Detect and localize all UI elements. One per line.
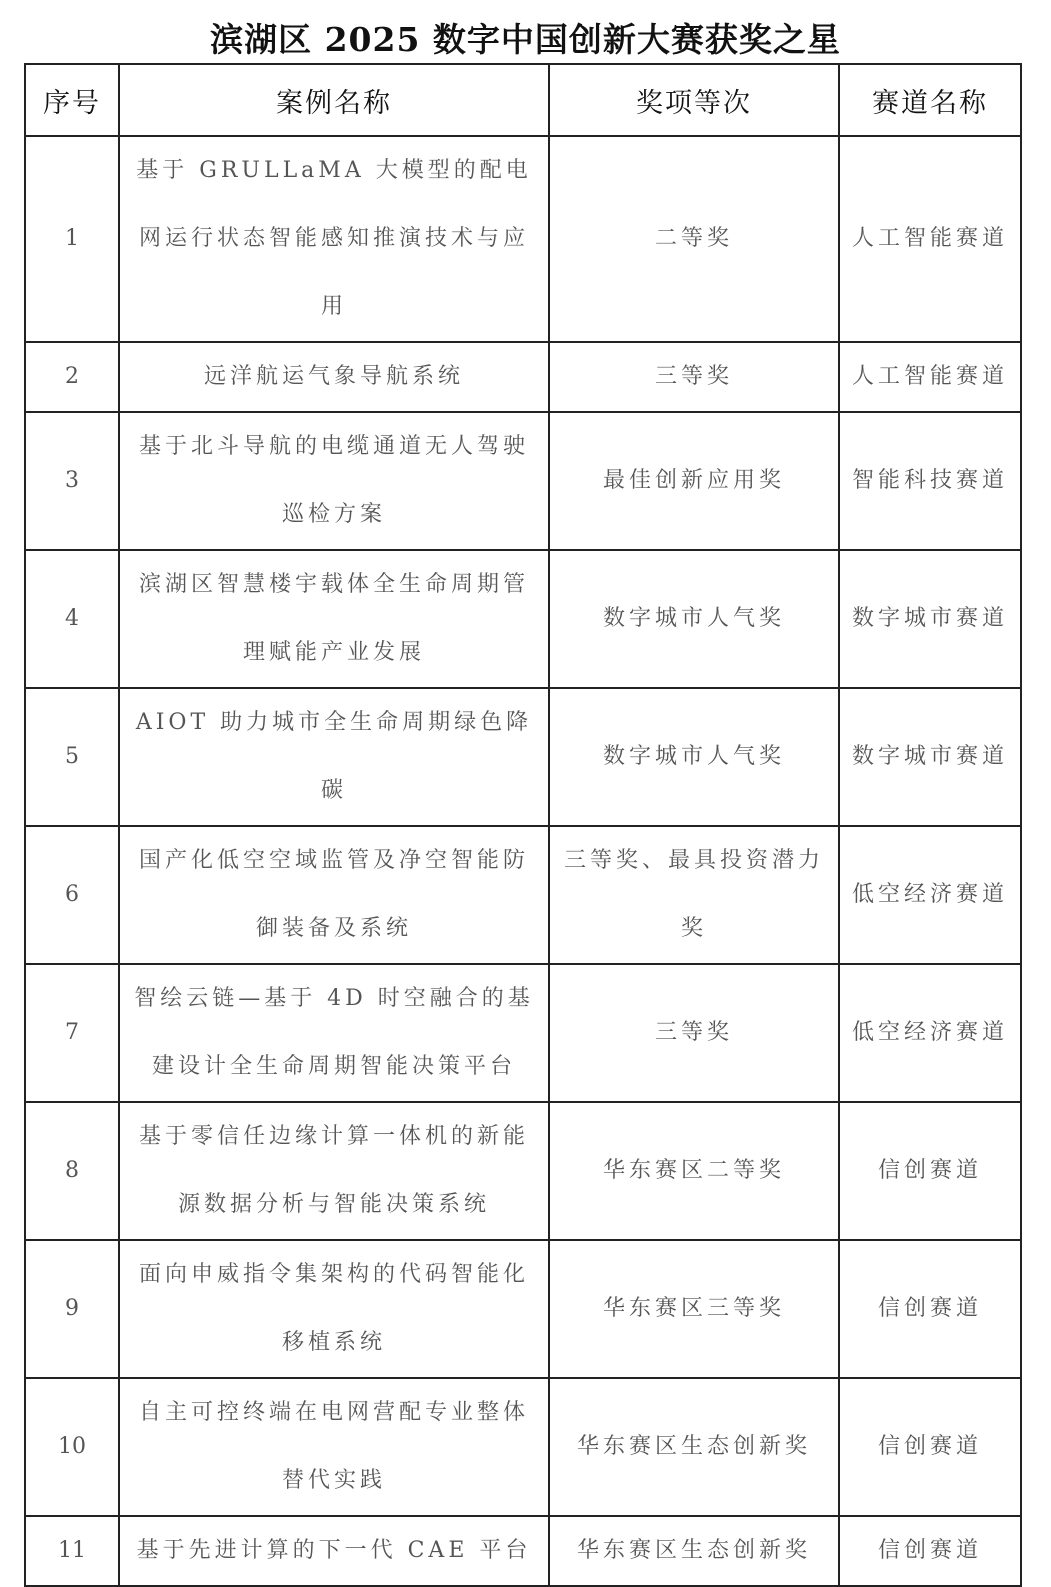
cell-award: 三等奖、最具投资潜力奖 (549, 826, 839, 964)
cell-track: 低空经济赛道 (839, 826, 1021, 964)
cell-track: 人工智能赛道 (839, 342, 1021, 412)
cell-case-name: 自主可控终端在电网营配专业整体替代实践 (119, 1378, 549, 1516)
cell-case-name: 国产化低空空域监管及净空智能防御装备及系统 (119, 826, 549, 964)
cell-award: 三等奖 (549, 964, 839, 1102)
table-row (25, 1102, 1021, 1240)
cell-no: 3 (25, 412, 119, 550)
cell-track: 数字城市赛道 (839, 688, 1021, 826)
cell-track: 信创赛道 (839, 1378, 1021, 1516)
page-title: 滨湖区 2025 数字中国创新大赛获奖之星 (210, 20, 841, 59)
cell-track: 智能科技赛道 (839, 412, 1021, 550)
table-row (25, 688, 1021, 826)
cell-track: 信创赛道 (839, 1240, 1021, 1378)
header-case-name: 案例名称 (119, 64, 549, 136)
cell-case-name: 面向申威指令集架构的代码智能化移植系统 (119, 1240, 549, 1378)
table-row (25, 1240, 1021, 1378)
cell-no: 2 (25, 342, 119, 412)
cell-no: 9 (25, 1240, 119, 1378)
cell-no: 1 (25, 136, 119, 342)
table-row (25, 826, 1021, 964)
cell-award: 三等奖 (549, 342, 839, 412)
cell-award: 数字城市人气奖 (549, 550, 839, 688)
cell-case-name: 智绘云链—基于 4D 时空融合的基建设计全生命周期智能决策平台 (119, 964, 549, 1102)
table-header-row (25, 64, 1021, 136)
header-award: 奖项等次 (549, 64, 839, 136)
cell-case-name: 远洋航运气象导航系统 (119, 342, 549, 412)
table-row (25, 964, 1021, 1102)
cell-no: 11 (25, 1516, 119, 1586)
cell-case-name: 基于北斗导航的电缆通道无人驾驶巡检方案 (119, 412, 549, 550)
cell-track: 低空经济赛道 (839, 964, 1021, 1102)
cell-case-name: AIOT 助力城市全生命周期绿色降碳 (119, 688, 549, 826)
cell-case-name: 滨湖区智慧楼宇载体全生命周期管理赋能产业发展 (119, 550, 549, 688)
cell-no: 10 (25, 1378, 119, 1516)
cell-award: 华东赛区二等奖 (549, 1102, 839, 1240)
table-row (25, 1516, 1021, 1586)
cell-award: 二等奖 (549, 136, 839, 342)
table-row (25, 1378, 1021, 1516)
table-row (25, 412, 1021, 550)
cell-no: 4 (25, 550, 119, 688)
table-row (25, 342, 1021, 412)
cell-award: 最佳创新应用奖 (549, 412, 839, 550)
table-row (25, 550, 1021, 688)
table-row (25, 136, 1021, 342)
cell-track: 人工智能赛道 (839, 136, 1021, 342)
cell-no: 6 (25, 826, 119, 964)
header-track: 赛道名称 (839, 64, 1021, 136)
cell-no: 7 (25, 964, 119, 1102)
cell-track: 信创赛道 (839, 1102, 1021, 1240)
cell-track: 信创赛道 (839, 1516, 1021, 1586)
cell-case-name: 基于零信任边缘计算一体机的新能源数据分析与智能决策系统 (119, 1102, 549, 1240)
cell-award: 数字城市人气奖 (549, 688, 839, 826)
cell-track: 数字城市赛道 (839, 550, 1021, 688)
cell-no: 5 (25, 688, 119, 826)
cell-award: 华东赛区三等奖 (549, 1240, 839, 1378)
awards-table (24, 63, 1022, 1587)
cell-award: 华东赛区生态创新奖 (549, 1378, 839, 1516)
cell-case-name: 基于 GRULLaMA 大模型的配电网运行状态智能感知推演技术与应用 (119, 136, 549, 342)
cell-award: 华东赛区生态创新奖 (549, 1516, 839, 1586)
cell-case-name: 基于先进计算的下一代 CAE 平台 (119, 1516, 549, 1586)
cell-no: 8 (25, 1102, 119, 1240)
header-no: 序号 (25, 64, 119, 136)
